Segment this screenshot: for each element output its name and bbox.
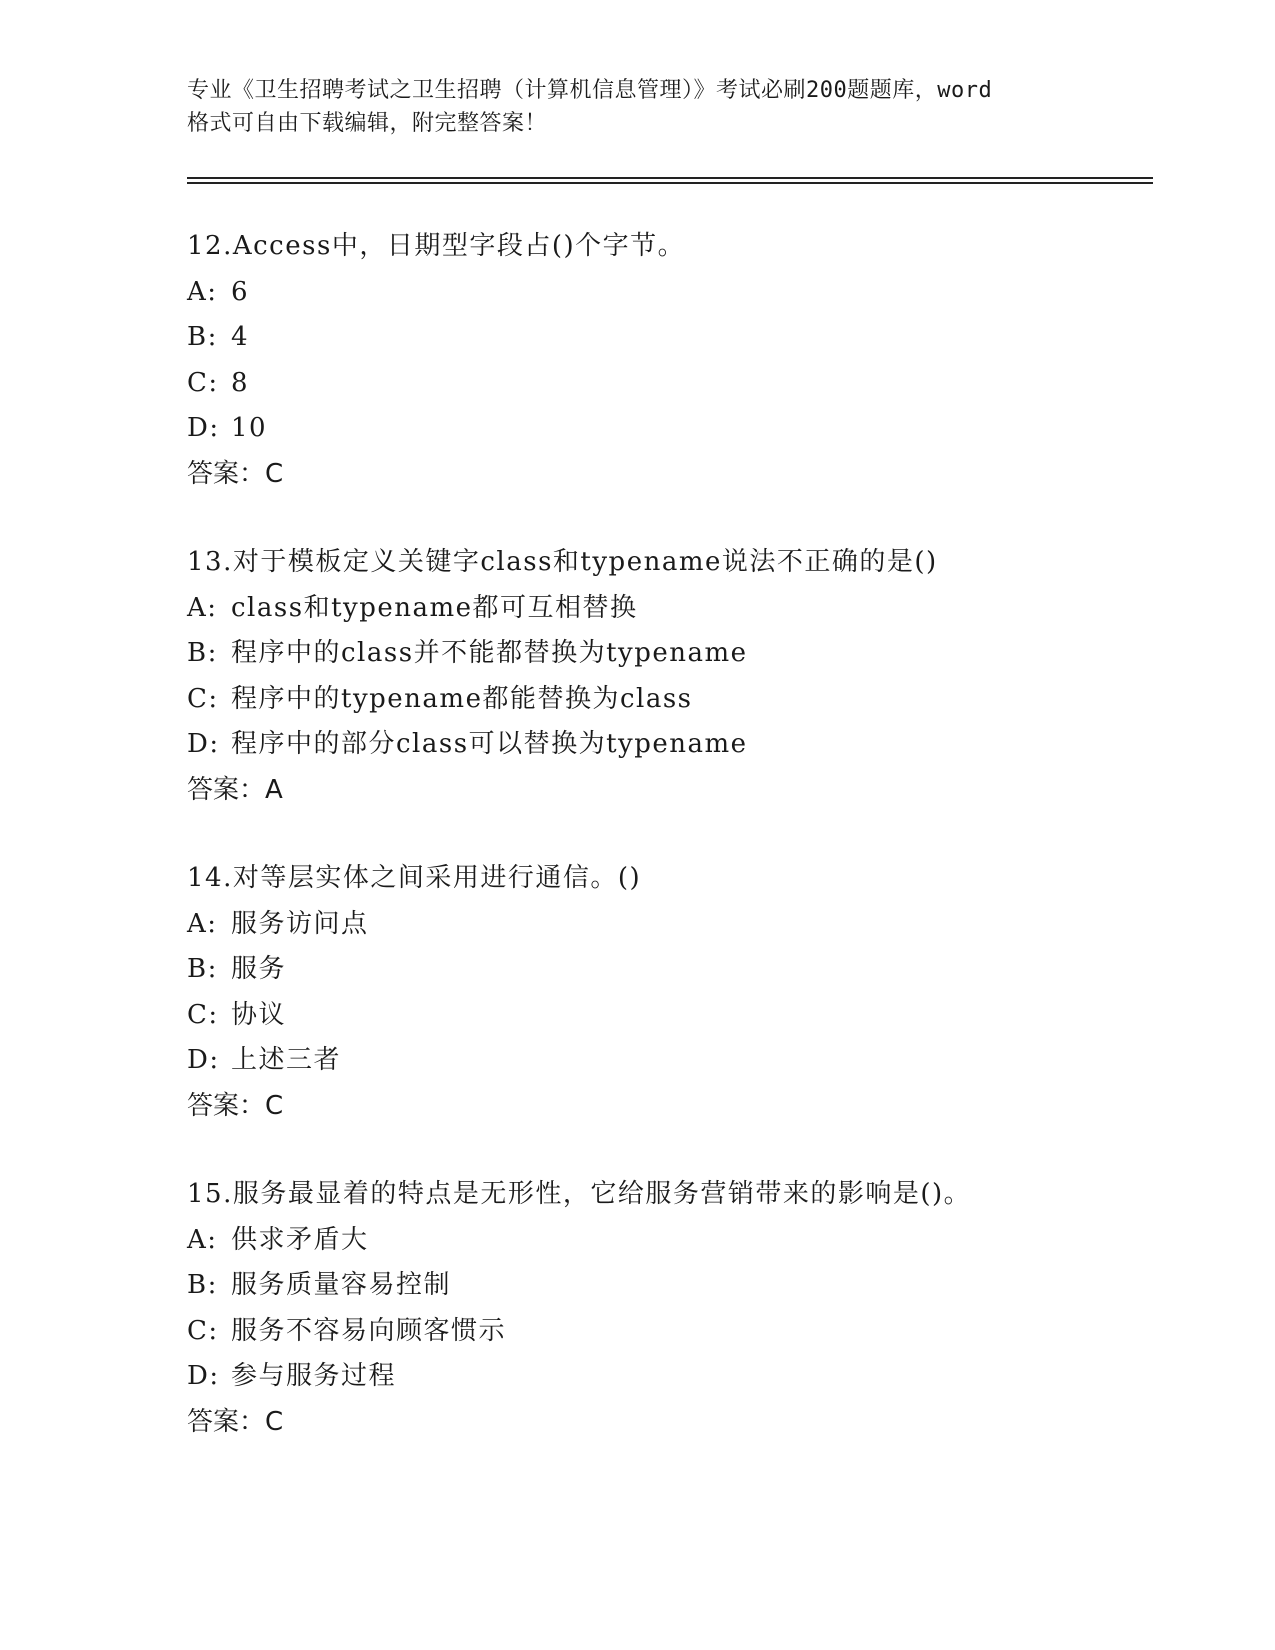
option-letter: A: xyxy=(187,276,218,307)
option-d xyxy=(187,1038,1147,1084)
option-letter: B: xyxy=(187,638,218,668)
option-text: 程序中的class并不能都替换为typename xyxy=(231,638,748,668)
option-text: 服务访问点 xyxy=(231,908,369,939)
question-stem: 13.对于模板定义关键字class和typename说法不正确的是() xyxy=(187,547,938,577)
question-15 xyxy=(187,1172,1147,1445)
option-a xyxy=(187,1218,1147,1264)
option-text: 8 xyxy=(231,367,250,398)
question-12 xyxy=(187,224,1147,497)
option-text: 服务质量容易控制 xyxy=(231,1270,452,1300)
option-letter: B: xyxy=(187,1270,218,1300)
question-stem: 12.Access中，日期型字段占()个字节。 xyxy=(187,231,686,261)
option-d xyxy=(187,406,1147,452)
question-stem: 14.对等层实体之间采用进行通信。() xyxy=(187,863,642,893)
option-a xyxy=(187,902,1147,948)
option-letter: D: xyxy=(187,1361,220,1391)
option-text: 协议 xyxy=(231,999,287,1030)
question-14 xyxy=(187,856,1147,1129)
option-letter: B: xyxy=(187,322,218,352)
question-stem: 15.服务最显着的特点是无形性，它给服务营销带来的影响是()。 xyxy=(187,1179,972,1209)
option-text: 参与服务过程 xyxy=(231,1361,397,1391)
option-text: 程序中的typename都能替换为class xyxy=(231,683,693,714)
option-letter: C: xyxy=(187,999,219,1030)
option-c xyxy=(187,1309,1147,1355)
option-text: 服务 xyxy=(231,954,287,984)
header-line-1: 专业《卫生招聘考试之卫生招聘（计算机信息管理）》考试必刷200题题库，word xyxy=(187,78,993,103)
header-divider-top xyxy=(187,177,1153,179)
header-line-2: 格式可自由下载编辑，附完整答案！ xyxy=(187,111,548,136)
option-c xyxy=(187,677,1147,723)
option-letter: A: xyxy=(187,908,218,939)
option-letter: B: xyxy=(187,954,218,984)
option-c xyxy=(187,993,1147,1039)
option-text: 服务不容易向顾客惯示 xyxy=(231,1315,507,1346)
option-letter: D: xyxy=(187,729,220,759)
option-b xyxy=(187,631,1147,677)
option-text: 供求矛盾大 xyxy=(231,1224,369,1255)
option-d xyxy=(187,1354,1147,1400)
option-a xyxy=(187,270,1147,316)
answer-line: 答案：C xyxy=(187,1406,284,1437)
option-c xyxy=(187,361,1147,407)
option-letter: A: xyxy=(187,592,218,623)
option-letter: D: xyxy=(187,413,220,443)
option-text: class和typename都可互相替换 xyxy=(231,592,638,623)
option-letter: C: xyxy=(187,1315,219,1346)
header-divider-bottom xyxy=(187,182,1153,184)
option-text: 4 xyxy=(231,322,250,352)
question-13 xyxy=(187,540,1147,813)
document-header xyxy=(187,74,1087,140)
option-text: 10 xyxy=(231,413,268,443)
option-d xyxy=(187,722,1147,768)
option-text: 程序中的部分class可以替换为typename xyxy=(231,729,748,759)
option-letter: C: xyxy=(187,683,219,714)
answer-line: 答案：C xyxy=(187,458,284,489)
answer-line: 答案：C xyxy=(187,1090,284,1121)
answer-line: 答案：A xyxy=(187,774,283,805)
option-letter: A: xyxy=(187,1224,218,1255)
option-text: 6 xyxy=(231,276,250,307)
option-letter: C: xyxy=(187,367,219,398)
option-letter: D: xyxy=(187,1045,220,1075)
option-text: 上述三者 xyxy=(231,1045,342,1075)
option-b xyxy=(187,947,1147,993)
option-a xyxy=(187,586,1147,632)
option-b xyxy=(187,315,1147,361)
option-b xyxy=(187,1263,1147,1309)
